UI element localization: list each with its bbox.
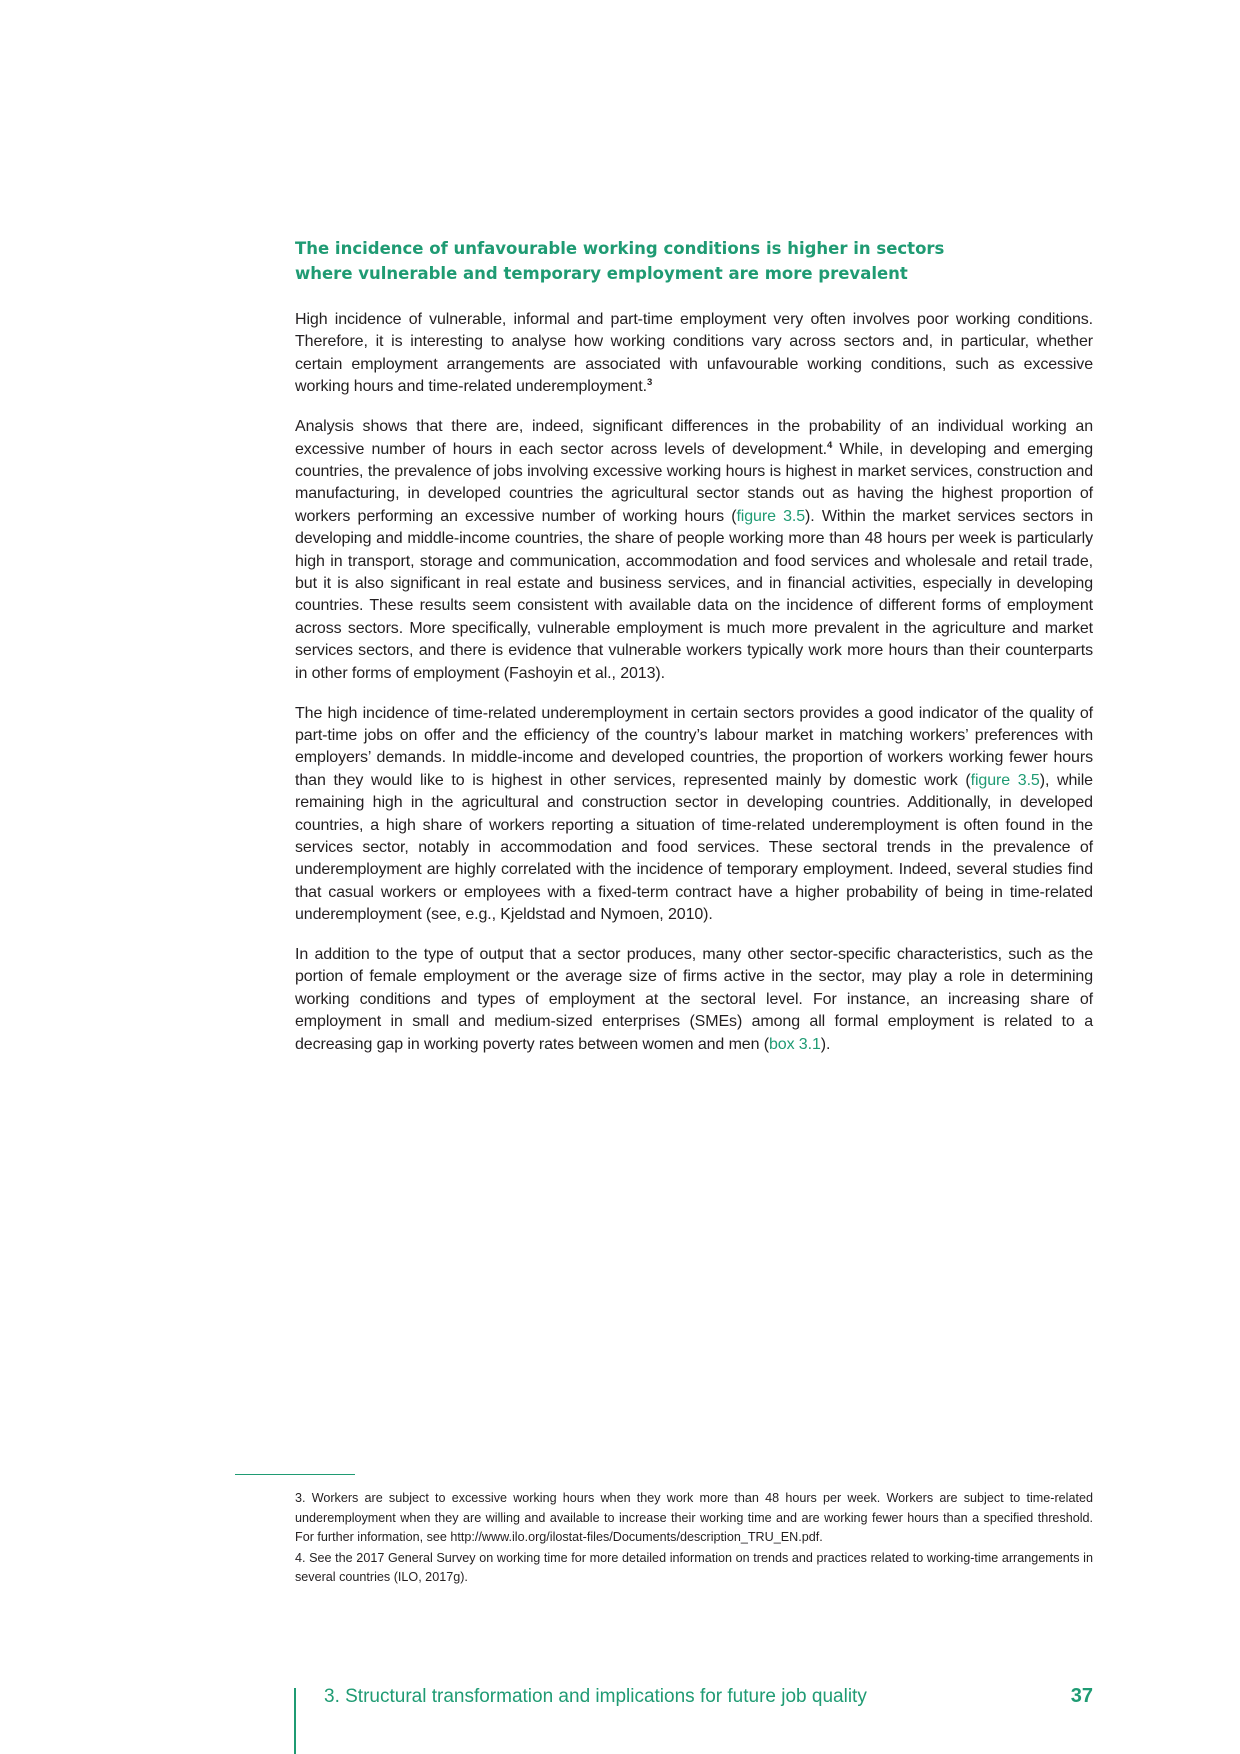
- footnote-divider: [235, 1474, 355, 1475]
- figure-3-5-link[interactable]: figure 3.5: [970, 771, 1040, 789]
- paragraph-4-text-a: In addition to the type of output that a sector produces, many other sector-specific characteristics, such as the portion of female employment or the average size of firms active in the sector, may play a role in determining working conditions and types of employment at the sectoral level. For instance, an increasing share of employment in small and medium-sized enterprises (SMEs) among all formal employment is related to a decreasing gap in working poverty rates between women and men (: [295, 946, 1093, 1053]
- paragraph-2: [295, 416, 1093, 685]
- paragraph-4: [295, 944, 1093, 1056]
- section-heading: [295, 236, 1095, 286]
- box-3-1-link[interactable]: box 3.1: [768, 1035, 821, 1053]
- paragraph-4-text-b: ).: [820, 1035, 831, 1053]
- running-footer-chapter-title: 3. Structural transformation and implications for future job quality: [324, 1686, 867, 1707]
- section-heading-line-2: where vulnerable and temporary employment are more prevalent: [295, 264, 908, 283]
- paragraph-3: [295, 703, 1093, 927]
- footnotes: [295, 1489, 1093, 1589]
- paragraph-3-text-a: The high incidence of time-related underemployment in certain sectors provides a good indicator of the quality of part-time jobs on offer and the efficiency of the country’s labour market in matching workers’ preferences with employers’ demands. In middle-income and developed countries, the proportion of workers working fewer hours than they would like to is highest in other services, represented mainly by domestic work (: [295, 704, 1093, 789]
- section-heading-line-1: The incidence of unfavourable working conditions is higher in sectors: [295, 239, 945, 258]
- paragraph-1: [295, 309, 1093, 399]
- footnote-marker-3[interactable]: 3: [646, 377, 653, 389]
- paragraph-2-text-c: ). Within the market services sectors in developing and middle-income countries, the share of people working more than 48 hours per week is particularly high in transport, storage and communication, accommodation and food services and wholesale and retail trade, but it is also significant in real estate and business services, and in financial activities, especially in developing countries. These results seem consistent with available data on the incidence of different forms of employment across sectors. More specifically, vulnerable employment is much more prevalent in the agriculture and market services sectors, and there is evidence that vulnerable workers typically work more hours than their counterparts in other forms of employment (Fashoyin et al., 2013).: [295, 507, 1093, 682]
- paragraph-2-text-b: While, in developing and emerging countries, the prevalence of jobs involving excessive working hours is highest in market services, construction and manufacturing, in developed countries the agricultural sector stands out as having the highest proportion of workers performing an excessive number of working hours (: [295, 440, 1093, 525]
- paragraph-2-text-a: Analysis shows that there are, indeed, significant differences in the probability of an individual working an excessive number of hours in each sector across levels of development.: [295, 418, 1093, 458]
- footer-accent-bar: [294, 1688, 296, 1754]
- paragraph-3-text-b: ), while remaining high in the agricultural and construction sector in developing countries. Additionally, in developed countries, a high share of workers reporting a situation of time-related underemployment is often found in the services sector, notably in accommodation and food services. These sectoral trends in the prevalence of underemployment are highly correlated with the incidence of temporary employment. Indeed, several studies find that casual workers or employees with a fixed-term contract have a higher probability of being in time-related underemployment (see, e.g., Kjeldstad and Nymoen, 2010).: [295, 771, 1093, 924]
- footnote-3: 3. Workers are subject to excessive working hours when they work more than 48 hours per week. Workers are subject to time-related underemployment when they are willing and available to increase their working time and are working fewer hours than a specified threshold. For further information, see http://www.ilo.org/ilostat-files/Documents/description_TRU_EN.pdf.: [295, 1491, 1093, 1544]
- page-number: 37: [1070, 1685, 1093, 1707]
- footnote-4: 4. See the 2017 General Survey on working time for more detailed information on trends and practices related to working-time arrangements in several countries (ILO, 2017g).: [295, 1550, 1093, 1584]
- paragraph-1-text: High incidence of vulnerable, informal and part-time employment very often involves poor working conditions. Therefore, it is interesting to analyse how working conditions vary across sectors and, in particular, whether certain employment arrangements are associated with unfavourable working conditions, such as excessive working hours and time-related underemployment.: [295, 311, 1093, 396]
- footnote-marker-4[interactable]: 4: [827, 439, 833, 451]
- body-text: [295, 309, 1093, 1074]
- figure-3-5-link[interactable]: figure 3.5: [736, 507, 806, 525]
